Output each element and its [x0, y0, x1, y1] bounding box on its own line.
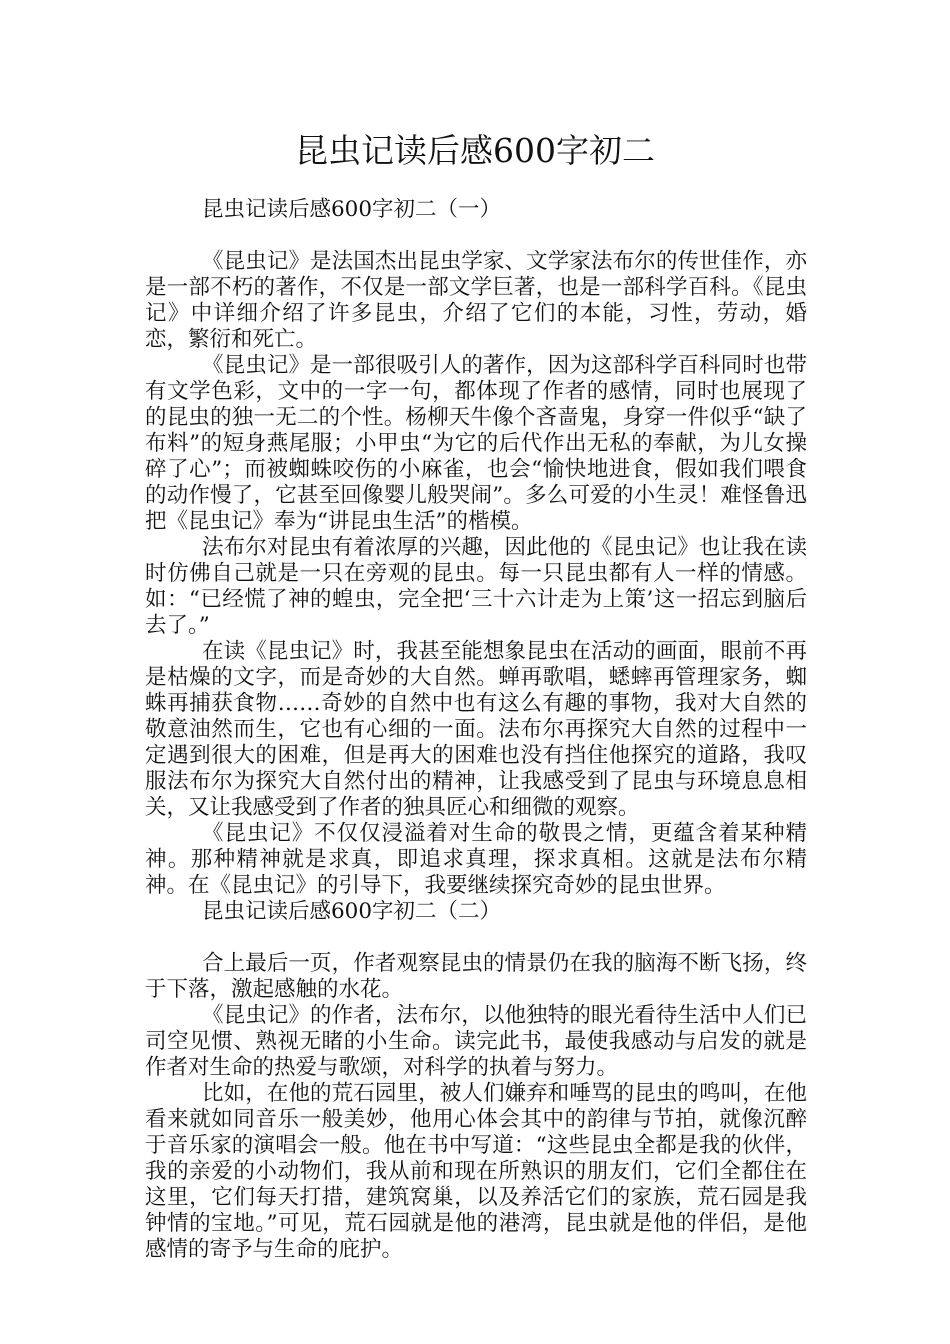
paragraph: 合上最后一页，作者观察昆虫的情景仍在我的脑海不断飞扬，终于下落，激起感触的水花。 — [145, 951, 807, 1002]
paragraph: 比如，在他的荒石园里，被人们嫌弃和唾骂的昆虫的鸣叫，在他看来就如同音乐一般美妙，他用心体会其中的韵律与节拍，就像沉醉于音乐家的演唱会一般。他在书中写道：“这些昆虫全都是我的伙伴，我的亲爱的小动物们，我从前和现在所熟识的朋友们，它们全都住在这里，它们每天打措，建筑窝巢，以及养活它们的家族，荒石园是我钟情的宝地。”可见，荒石园就是他的港湾，昆虫就是他的伴侣，是他感情的寄予与生命的庇护。 — [145, 1081, 807, 1262]
document-body — [145, 197, 807, 1263]
paragraph: 法布尔对昆虫有着浓厚的兴趣，因此他的《昆虫记》也让我在读时仿佛自己就是一只在旁观的昆虫。每一只昆虫都有人一样的情感。如：“已经慌了神的蝗虫，完全把‘三十六计走为上策’这一招忘到脑后去了。” — [145, 535, 807, 638]
paragraph: 《昆虫记》不仅仅浸溢着对生命的敬畏之情，更蕴含着某种精神。那种精神就是求真，即追求真理，探求真相。这就是法布尔精神。在《昆虫记》的引导下，我要继续探究奇妙的昆虫世界。 — [145, 821, 807, 898]
section-heading: 昆虫记读后感600字初二（二） — [202, 899, 502, 924]
paragraph: 《昆虫记》是一部很吸引人的著作，因为这部科学百科同时也带有文学色彩，文中的一字一句，都体现了作者的感情，同时也展现了的昆虫的独一无二的个性。杨柳天牛像个吝啬鬼，身穿一件似乎“缺了布料”的短身燕尾服；小甲虫“为它的后代作出无私的奉献，为儿女操碎了心”；而被蜘蛛咬伤的小麻雀，也会“愉快地进食，假如我们喂食的动作慢了，它甚至回像婴儿般哭闹”。多么可爱的小生灵！难怪鲁迅把《昆虫记》奉为“讲昆虫生活”的楷模。 — [145, 353, 807, 534]
page-title: 昆虫记读后感600字初二 — [295, 131, 655, 170]
paragraph: 《昆虫记》的作者，法布尔，以他独特的眼光看待生活中人们已司空见惯、熟视无睹的小生命。读完此书，最使我感动与启发的就是作者对生命的热爱与歌颂，对科学的执着与努力。 — [145, 1003, 807, 1080]
paragraph: 在读《昆虫记》时，我甚至能想象昆虫在活动的画面，眼前不再是枯燥的文字，而是奇妙的大自然。蝉再歌唱，蟋蟀再管理家务，蜘蛛再捕获食物……奇妙的自然中也有这么有趣的事物，我对大自然的敬意油然而生，它也有心细的一面。法布尔再探究大自然的过程中一定遇到很大的困难，但是再大的困难也没有挡住他探究的道路，我叹服法布尔为探究大自然付出的精神，让我感受到了昆虫与环境息息相关，又让我感受到了作者的独具匠心和细微的观察。 — [145, 639, 807, 820]
paragraph: 《昆虫记》是法国杰出昆虫学家、文学家法布尔的传世佳作，亦是一部不朽的著作，不仅是一部文学巨著，也是一部科学百科。《昆虫记》中详细介绍了许多昆虫，介绍了它们的本能，习性，劳动，婚恋，繁衍和死亡。 — [145, 249, 807, 352]
section-heading: 昆虫记读后感600字初二（一） — [202, 197, 502, 222]
